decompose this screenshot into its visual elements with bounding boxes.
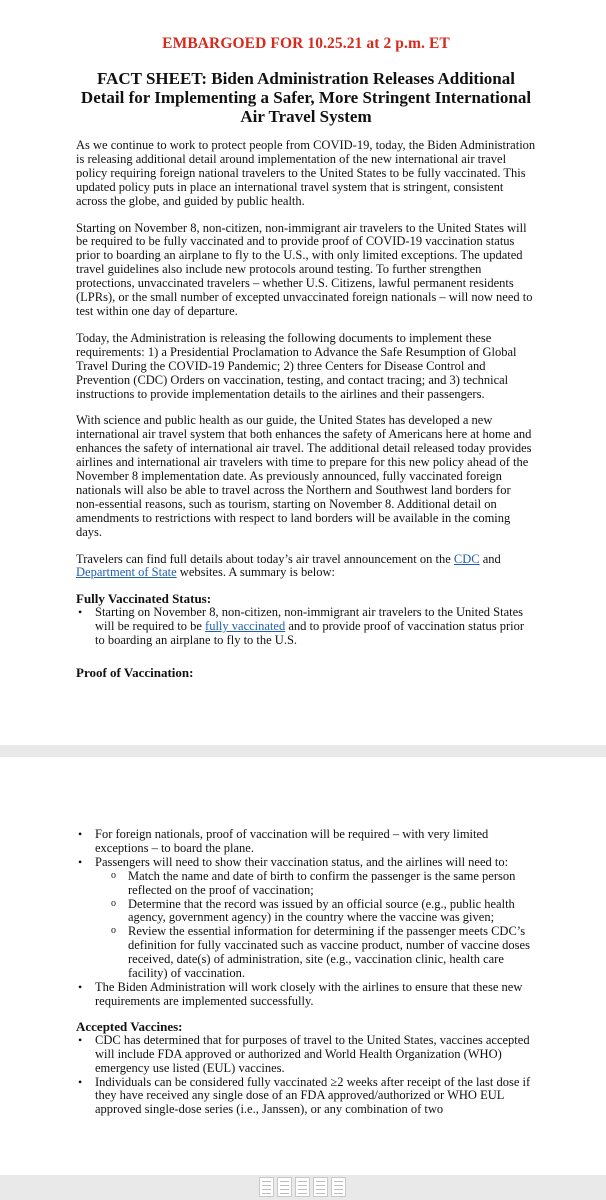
list-item: • CDC has determined that for purposes of travel to the United States, vaccines accepted will include FDA approved or authorized and World Health Organization (WHO) emergency use listed (EUL) vaccines. (76, 1034, 536, 1076)
fully-vaccinated-text-after: and to provide proof of vaccination status prior to boarding an airplane to fly to the U.S. (95, 619, 525, 648)
embargo-notice: EMBARGOED FOR 10.25.21 at 2 p.m. ET (162, 35, 450, 52)
travelers-text-after: websites. A summary is below: (176, 565, 335, 580)
sub-list-item: o Match the name and date of birth to confirm the passenger is the same person reflected on the proof of vaccination; (95, 870, 536, 898)
sub-list-item: o Determine that the record was issued by an official source (e.g., public health agency, government agency) in the country where the vaccine was given; (95, 898, 536, 926)
paragraph-documents: Today, the Administration is releasing the following documents to implement these requirements: 1) a Presidential Proclamation to Advance the Safe Resumption of Global Travel During the COVID-19 Pandemic; 2) three Centers for Disease Control and Prevention (CDC) Orders on vaccination, testing, and contact tracing; and 3) technical instructions to provide implementation details to the airlines and their passengers. (76, 330, 517, 401)
page-thumbnail[interactable] (313, 1177, 328, 1197)
paragraph-november-8: Starting on November 8, non-citizen, non-immigrant air travelers to the United States will be required to be fully vaccinated and to provide proof of COVID-19 vaccination status prior to boarding an airplane to fly to the U.S., with only limited exceptions. The updated travel guidelines also include new protocols around testing. To further strengthen protections, unvaccinated travelers – whether U.S. Citizens, lawful permanent residents (LPRs), or the small number of excepted unvaccinated foreign nationals – will now need to test within one day of departure. (76, 220, 533, 318)
airline-checks-list (95, 870, 536, 981)
list-item (76, 606, 536, 648)
page-thumbnail-strip (0, 1175, 606, 1200)
fully-vaccinated-text-before: Starting on November 8, non-citizen, non-immigrant air travelers to the United States will be required to be (95, 605, 524, 634)
page-thumbnail[interactable] (295, 1177, 310, 1197)
proof-of-vaccination-heading: Proof of Vaccination: (76, 665, 194, 681)
list-item: • For foreign nationals, proof of vaccination will be required – with very limited exceptions – to board the plane. (76, 828, 536, 856)
fully-vaccinated-link[interactable]: fully vaccinated (205, 619, 286, 634)
paragraph-intro: As we continue to work to protect people from COVID-19, today, the Biden Administration is releasing additional detail around implementation of the new international air travel policy requiring foreign national travelers to the United States to be fully vaccinated. This updated policy puts in place an international travel system that is stringent, consistent across the globe, and guided by public health. (76, 138, 536, 208)
airlines-need-text: Passengers will need to show their vaccination status, and the airlines will need to: (95, 854, 509, 869)
fact-sheet-title: FACT SHEET: Biden Administration Releases Additional Detail for Implementing a Safer, More Stringent International Air Travel System (80, 69, 532, 126)
accepted-vaccines-heading: Accepted Vaccines: (76, 1018, 183, 1034)
page-thumbnail[interactable] (277, 1177, 292, 1197)
fully-vaccinated-heading: Fully Vaccinated Status: (76, 591, 212, 607)
fully-vaccinated-list (76, 606, 536, 648)
page-thumbnail[interactable] (259, 1177, 274, 1197)
list-item: • The Biden Administration will work closely with the airlines to ensure that these new requirements are implemented successfully. (76, 981, 536, 1009)
accepted-vaccines-list (76, 1034, 536, 1117)
document-page-2 (0, 757, 606, 1175)
department-of-state-link[interactable]: Department of State (76, 565, 177, 580)
travelers-text-and: and (479, 551, 501, 566)
list-item: • Individuals can be considered fully vaccinated ≥2 weeks after receipt of the last dose if they have received any single dose of an FDA approved/authorized or WHO EUL approved single-dose series (i.e., Janssen), or any combination of two (76, 1076, 536, 1118)
list-item (76, 856, 536, 981)
cdc-link[interactable]: CDC (453, 551, 480, 566)
paragraph-travelers (76, 553, 536, 581)
sub-list-item: o Review the essential information for determining if the passenger meets CDC’s definition for fully vaccinated such as vaccine product, number of vaccine doses received, date(s) of administration, site (e.g., vaccination clinic, health care facility) of vaccination. (95, 925, 536, 981)
paragraph-science: With science and public health as our guide, the United States has developed a new international air travel system that both enhances the safety of Americans here at home and enhances the safety of international air travel. The additional detail released today provides airlines and international air travelers with time to prepare for this new policy ahead of the November 8 implementation date. As previously announced, fully vaccinated foreign nationals will also be able to travel across the Northern and Southwest land borders for non-essential reasons, such as tourism, starting on November 8. Additional detail on amendments to restrictions with respect to land borders will be available in the coming days. (76, 413, 532, 539)
proof-list (76, 828, 536, 1009)
travelers-text-before: Travelers can find full details about today’s air travel announcement on the (76, 551, 454, 566)
page-thumbnail[interactable] (331, 1177, 346, 1197)
